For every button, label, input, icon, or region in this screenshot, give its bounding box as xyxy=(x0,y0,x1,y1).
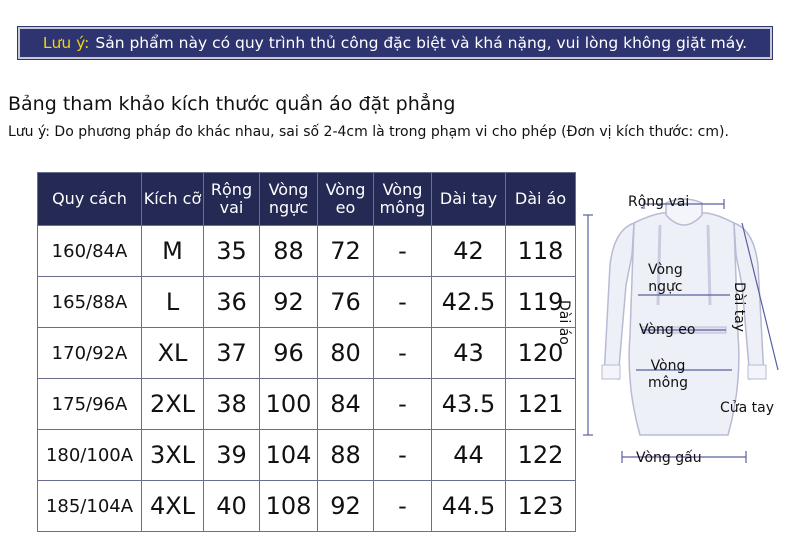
table-row xyxy=(38,430,576,481)
table-cell: 92 xyxy=(318,481,374,532)
label-cuff: Cửa tay xyxy=(720,400,775,416)
table-header-row xyxy=(38,173,576,226)
table-cell: 123 xyxy=(506,481,576,532)
label-hip-1: Vòng xyxy=(650,358,686,374)
header-line: Dài tay xyxy=(439,189,498,208)
notice-banner xyxy=(18,27,772,59)
page-subtitle: Lưu ý: Do phương pháp đo khác nhau, sai số 2-4cm là trong phạm vi cho phép (Đơn vị kích thước: cm). xyxy=(8,124,729,140)
table-cell: - xyxy=(374,277,432,328)
table-body xyxy=(38,226,576,532)
table-cell: M xyxy=(142,226,204,277)
table-row xyxy=(38,481,576,532)
label-hip-2: mông xyxy=(648,375,688,391)
table-cell: 175/96A xyxy=(38,379,142,430)
header-line: Dài áo xyxy=(514,189,567,208)
notice-label: Lưu ý: xyxy=(42,34,90,52)
table-header-cell xyxy=(506,173,576,226)
label-hem: Vòng gấu xyxy=(636,450,702,466)
table-cell: 120 xyxy=(506,328,576,379)
table-cell: 185/104A xyxy=(38,481,142,532)
table-row xyxy=(38,226,576,277)
table-cell: - xyxy=(374,379,432,430)
label-chest-2: ngực xyxy=(648,279,683,295)
table-cell: 92 xyxy=(260,277,318,328)
table-cell: 108 xyxy=(260,481,318,532)
table-cell: - xyxy=(374,430,432,481)
table-cell: XL xyxy=(142,328,204,379)
table-cell: 180/100A xyxy=(38,430,142,481)
table-cell: 2XL xyxy=(142,379,204,430)
table-cell: - xyxy=(374,481,432,532)
header-line: Vòng xyxy=(325,180,366,199)
table-cell: 84 xyxy=(318,379,374,430)
table-cell: 42.5 xyxy=(432,277,506,328)
header-line: Quy cách xyxy=(52,189,127,208)
table-cell: - xyxy=(374,226,432,277)
table-cell: 100 xyxy=(260,379,318,430)
table-cell: 43 xyxy=(432,328,506,379)
label-chest xyxy=(648,262,683,296)
page-title: Bảng tham khảo kích thước quần áo đặt phẳng xyxy=(8,93,456,115)
header-line: ngực xyxy=(268,198,309,217)
label-length: Dài áo xyxy=(556,300,572,345)
table-cell: 44.5 xyxy=(432,481,506,532)
table-cell: 160/84A xyxy=(38,226,142,277)
label-shoulder: Rộng vai xyxy=(628,194,690,210)
notice-text: Sản phẩm này có quy trình thủ công đặc biệt và khá nặng, vui lòng không giặt máy. xyxy=(95,34,748,52)
table-cell: 88 xyxy=(260,226,318,277)
table-cell: 80 xyxy=(318,328,374,379)
table-cell: 165/88A xyxy=(38,277,142,328)
label-chest-1: Vòng xyxy=(648,262,683,278)
table-header-cell xyxy=(318,173,374,226)
label-waist: Vòng eo xyxy=(639,322,696,338)
table-row xyxy=(38,328,576,379)
table-cell: 121 xyxy=(506,379,576,430)
table-cell: 88 xyxy=(318,430,374,481)
header-line: Rộng xyxy=(210,180,253,199)
table-cell: 43.5 xyxy=(432,379,506,430)
table-cell: 42 xyxy=(432,226,506,277)
table-row xyxy=(38,379,576,430)
table-cell: - xyxy=(374,328,432,379)
table-header-cell xyxy=(260,173,318,226)
table-header-cell xyxy=(38,173,142,226)
table-cell: 36 xyxy=(204,277,260,328)
table-cell: 38 xyxy=(204,379,260,430)
table-cell: 76 xyxy=(318,277,374,328)
table-header-cell xyxy=(204,173,260,226)
table-header-cell xyxy=(432,173,506,226)
table-cell: 170/92A xyxy=(38,328,142,379)
table-cell: 72 xyxy=(318,226,374,277)
table-cell: 35 xyxy=(204,226,260,277)
header-line: Vòng xyxy=(268,180,309,199)
table-cell: 37 xyxy=(204,328,260,379)
table-cell: L xyxy=(142,277,204,328)
table-cell: 39 xyxy=(204,430,260,481)
header-line: Kích cỡ xyxy=(143,189,202,208)
table-row xyxy=(38,277,576,328)
label-sleeve: Dài tay xyxy=(731,282,747,333)
table-cell: 104 xyxy=(260,430,318,481)
table-cell: 4XL xyxy=(142,481,204,532)
table-cell: 44 xyxy=(432,430,506,481)
table-cell: 122 xyxy=(506,430,576,481)
table-cell: 119 xyxy=(506,277,576,328)
table-cell: 96 xyxy=(260,328,318,379)
table-cell: 118 xyxy=(506,226,576,277)
size-table xyxy=(37,172,576,532)
header-line: Vòng xyxy=(382,180,423,199)
table-cell: 3XL xyxy=(142,430,204,481)
header-line: vai xyxy=(219,198,244,217)
table-header-cell xyxy=(374,173,432,226)
header-line: eo xyxy=(335,198,356,217)
label-hip xyxy=(648,358,688,392)
table-header-cell xyxy=(142,173,204,226)
table-cell: 40 xyxy=(204,481,260,532)
header-line: mông xyxy=(379,198,426,217)
